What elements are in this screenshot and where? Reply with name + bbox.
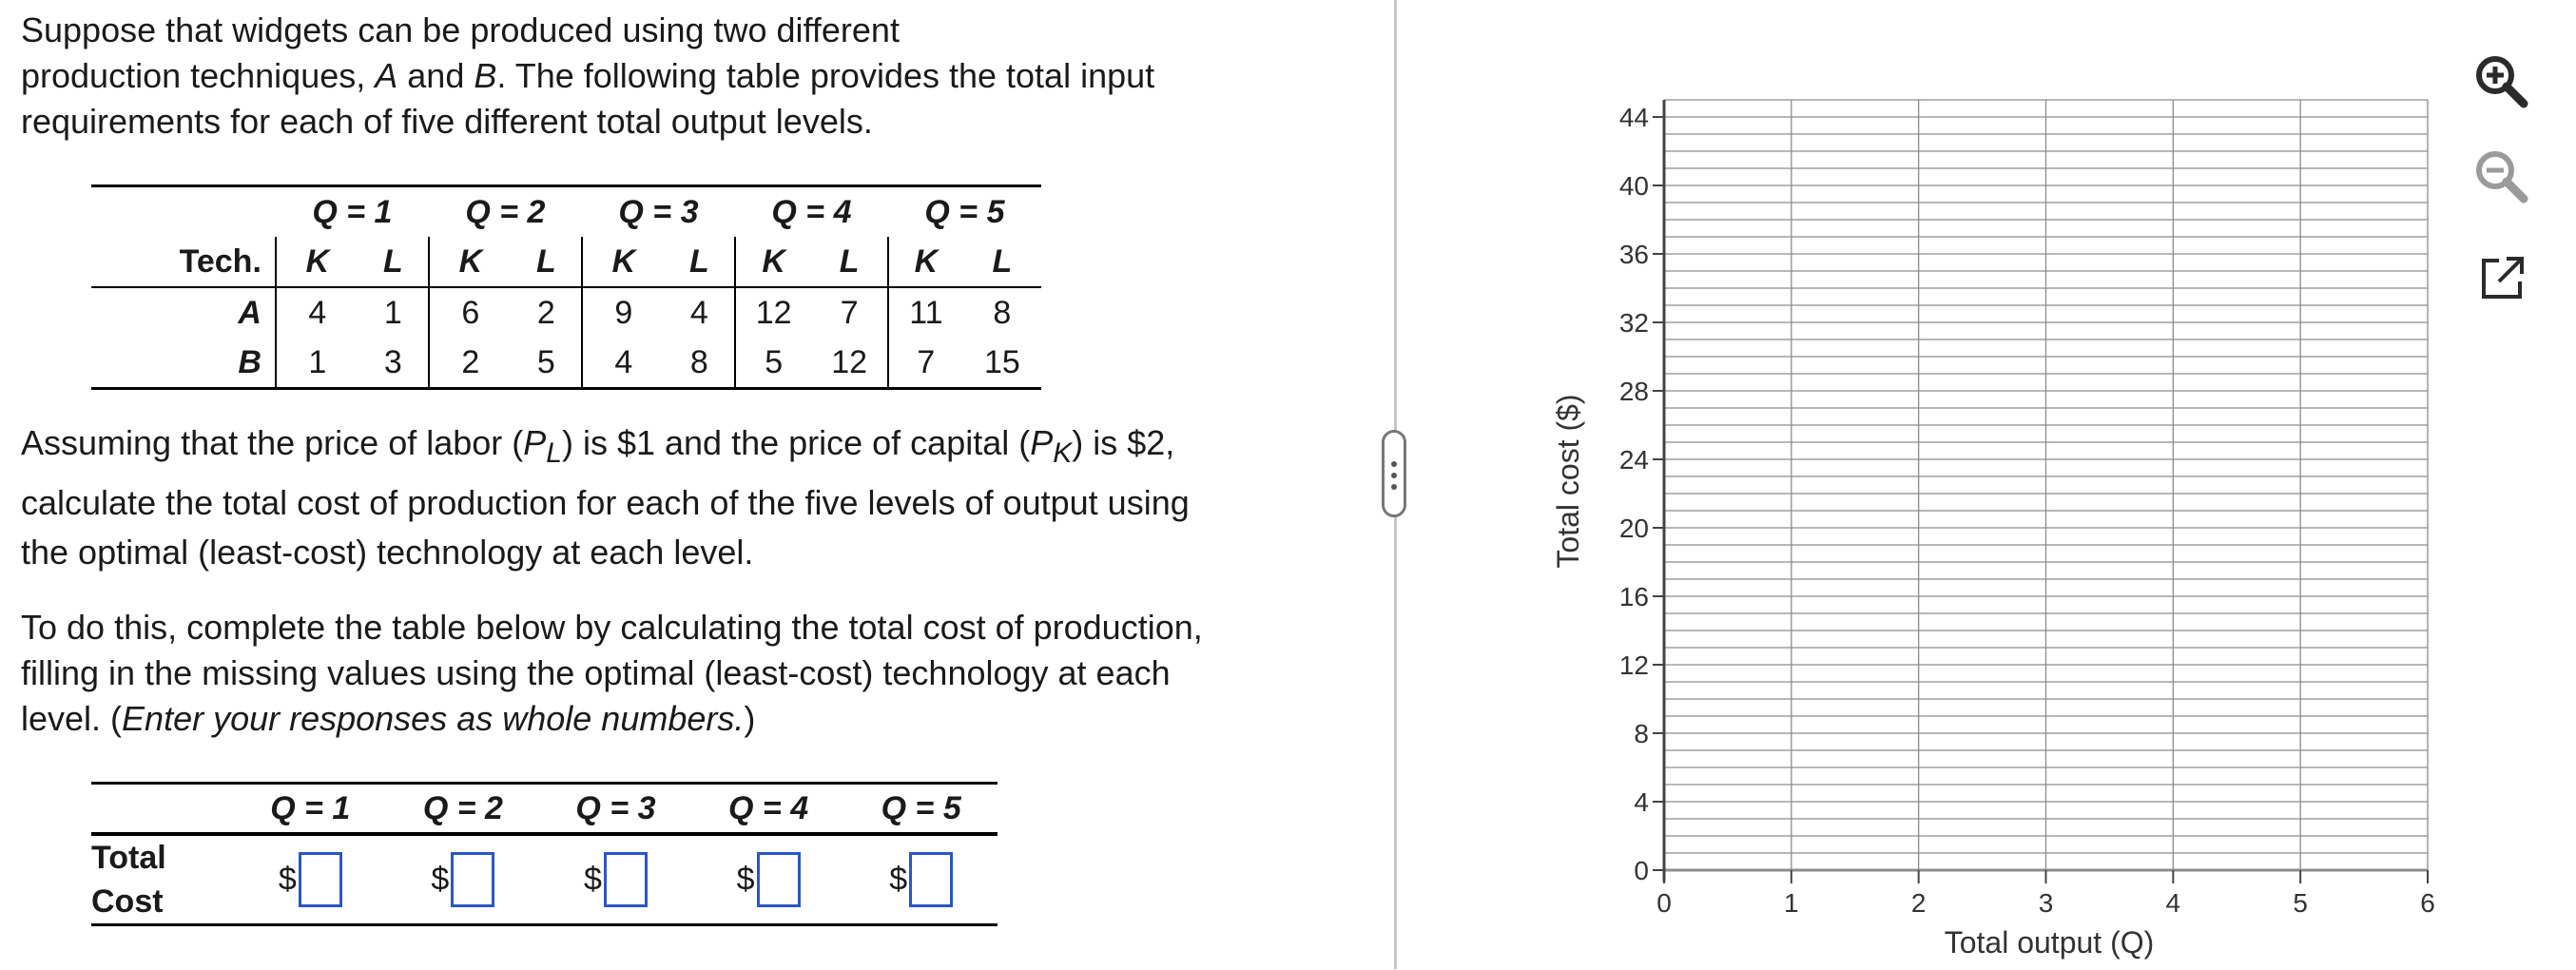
x-tick-label: 1 [1784,888,1799,918]
currency-label: $ [736,861,755,898]
y-tick-label: 4 [1634,787,1649,817]
divider-drag-handle[interactable] [1382,430,1406,517]
table-cell: 2 [461,343,480,380]
k-header: K [888,237,963,287]
y-tick-label: 12 [1618,650,1649,680]
table-cell: 5 [512,338,582,389]
cost-cell [539,834,692,925]
total-cost-table [91,782,997,926]
table-row [91,287,1041,338]
y-tick-label: 28 [1618,377,1649,406]
cost-cell [387,834,540,925]
currency-label: $ [889,861,908,898]
zoom-in-icon[interactable] [2472,52,2531,111]
currency-label: $ [584,861,602,898]
table-cell: 8 [993,294,1012,331]
x-tick-label: 5 [2293,888,2308,918]
l-header: L [811,237,888,287]
x-axis-title: Total output (Q) [1944,925,2155,960]
currency-label: $ [278,861,297,898]
y-tick-label: 40 [1618,171,1649,201]
q-header: Q = 5 [924,193,1005,230]
cost-input-q5[interactable] [909,852,953,907]
q-header: Q = 1 [234,784,387,835]
y-tick-label: 0 [1634,856,1649,885]
intro-paragraph: Suppose that widgets can be produced using two different production techniques, A and B. The following table provides the total input requirements for each of five different total output levels. [21,10,1155,141]
q-header: Q = 2 [465,193,546,230]
q-header: Q = 4 [692,784,845,835]
zoom-out-icon[interactable] [2472,147,2531,206]
graph-grid [1664,100,2428,882]
table-cell: 4 [665,287,735,338]
cost-cell [234,834,387,925]
y-tick-label: 8 [1634,719,1649,748]
l-header: L [963,237,1041,287]
q-header: Q = 5 [844,784,997,835]
table-corner [91,186,276,238]
table-cell: 4 [308,294,327,331]
cost-cell [844,834,997,925]
assumption-paragraph: Assuming that the price of labor $(P_L)$ is $1 and the price of capital $(P_K)$ is $2, calculate the total cost of production for each of the five levels of output using the optimal (least-cost) technology at each level. [21,423,1190,572]
y-tick-label: 16 [1618,582,1649,611]
table-cell: 15 [983,343,1020,380]
table-cell: 11 [909,294,943,331]
k-header: K [429,237,512,287]
q-header: Q = 2 [387,784,540,835]
y-tick-label: 36 [1618,240,1649,269]
table-row [91,834,997,925]
q-header: Q = 4 [771,193,852,230]
table-cell: 1 [308,343,327,380]
k-header: K [276,237,358,287]
row-label: Total Cost [91,840,166,920]
cost-graph[interactable] [1521,57,2472,970]
table-cell: 12 [811,338,888,389]
table-cell: 2 [512,287,582,338]
l-header: L [358,237,429,287]
q-header: Q = 3 [618,193,699,230]
tech-name: A [91,287,276,338]
l-header: L [512,237,582,287]
table-corner [91,784,234,835]
input-requirements-table [91,184,1041,390]
x-tick-label: 2 [1910,888,1927,918]
table-cell: 3 [358,338,429,389]
currency-label: $ [431,861,450,898]
q-header: Q = 3 [539,784,692,835]
cost-input-q3[interactable] [604,852,648,907]
x-tick-label: 4 [2165,888,2181,918]
x-tick-label: 0 [1656,888,1672,918]
table-cell: 5 [765,343,784,380]
table-cell: 4 [614,343,633,380]
table-cell: 7 [917,343,936,380]
cost-input-q1[interactable] [299,852,342,907]
l-header: L [665,237,735,287]
table-cell: 1 [358,287,429,338]
k-header: K [735,237,811,287]
instructions-paragraph: To do this, complete the table below by calculating the total cost of production, filling in the missing values using the optimal (least-cost) technology at each level. (Enter your responses as whole numbers.) [21,608,1203,738]
x-tick-label: 6 [2420,888,2435,918]
table-cell: 6 [461,294,480,331]
y-tick-label: 44 [1618,103,1649,132]
k-header: K [582,237,665,287]
y-tick-label: 20 [1618,514,1649,543]
table-cell: 12 [755,294,792,331]
cost-input-q4[interactable] [757,852,801,907]
x-tick-label: 3 [2038,888,2054,918]
y-tick-label: 24 [1618,445,1649,475]
table-cell: 8 [665,338,735,389]
table-row [91,338,1041,389]
table-cell: 9 [614,294,633,331]
popout-icon[interactable] [2472,249,2531,308]
y-axis-title: Total cost ($) [1551,394,1585,569]
y-tick-label: 32 [1618,308,1649,338]
cost-input-q2[interactable] [451,852,494,907]
tech-header: Tech. [91,237,276,287]
cost-cell [692,834,845,925]
q-header: Q = 1 [312,193,393,230]
table-cell: 7 [811,287,888,338]
tech-name: B [91,338,276,389]
